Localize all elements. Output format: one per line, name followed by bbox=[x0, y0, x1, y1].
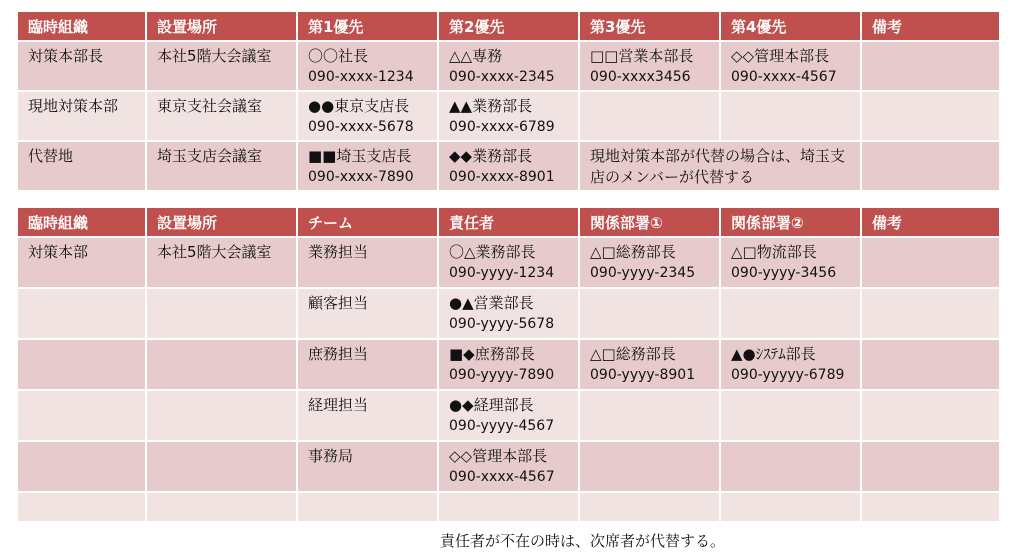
table-cell: 経理担当 bbox=[298, 391, 437, 440]
contact-name: ●▲営業部長 bbox=[449, 294, 534, 312]
column-header: 設置場所 bbox=[147, 12, 296, 40]
contact-name: ◆◆業務部長 bbox=[449, 147, 533, 165]
table-cell: 代替地 bbox=[18, 142, 145, 190]
table-cell bbox=[580, 238, 719, 287]
contact-name: 〇〇社長 bbox=[308, 47, 369, 65]
table-cell bbox=[298, 42, 437, 90]
table-row bbox=[18, 391, 999, 440]
contact-name: △□物流部長 bbox=[731, 243, 817, 261]
contact-name: ◇◇管理本部長 bbox=[449, 447, 548, 465]
table-cell: 業務担当 bbox=[298, 238, 437, 287]
table-cell bbox=[580, 42, 719, 90]
table-cell bbox=[298, 493, 437, 521]
table-cell bbox=[580, 442, 719, 491]
table-cell: 本社5階大会議室 bbox=[147, 42, 296, 90]
table-cell bbox=[439, 493, 578, 521]
table-cell bbox=[298, 92, 437, 140]
header-row bbox=[18, 208, 999, 236]
contact-phone: 090-yyyy-1234 bbox=[449, 265, 555, 281]
table-cell bbox=[721, 238, 860, 287]
table-cell bbox=[439, 391, 578, 440]
table-cell bbox=[580, 92, 719, 140]
table-cell bbox=[580, 340, 719, 389]
column-header: 臨時組織 bbox=[18, 12, 145, 40]
table-cell bbox=[862, 493, 999, 521]
priority-table bbox=[16, 10, 1001, 192]
remark-text: 現地対策本部が代替の場合は、埼玉支店のメンバーが代替する bbox=[590, 147, 846, 186]
table-cell bbox=[147, 289, 296, 338]
table-row bbox=[18, 42, 999, 90]
contact-name: 〇△業務部長 bbox=[449, 243, 536, 261]
contact-name: ▲▲業務部長 bbox=[449, 97, 533, 115]
table-cell: 対策本部長 bbox=[18, 42, 145, 90]
contact-phone: 090-xxxx-2345 bbox=[449, 69, 555, 85]
table-cell bbox=[580, 391, 719, 440]
column-header: 第2優先 bbox=[439, 12, 578, 40]
column-header: 第1優先 bbox=[298, 12, 437, 40]
contact-phone: 090-xxxx-8901 bbox=[449, 169, 555, 185]
table-cell bbox=[721, 493, 860, 521]
table-cell bbox=[439, 238, 578, 287]
table-cell: 現地対策本部 bbox=[18, 92, 145, 140]
table-cell bbox=[147, 391, 296, 440]
table-cell bbox=[147, 493, 296, 521]
table-cell bbox=[18, 289, 145, 338]
footnote: 責任者が不在の時は、次席者が代替する。 bbox=[440, 532, 726, 550]
table-cell bbox=[147, 340, 296, 389]
table-cell bbox=[580, 493, 719, 521]
column-header: 関係部署① bbox=[580, 208, 719, 236]
table-cell bbox=[439, 442, 578, 491]
table-cell bbox=[862, 142, 999, 190]
contact-phone: 090-xxxx-6789 bbox=[449, 119, 555, 135]
table-cell bbox=[721, 289, 860, 338]
table-cell bbox=[862, 289, 999, 338]
table-cell bbox=[439, 142, 578, 190]
table-row bbox=[18, 442, 999, 491]
table-row bbox=[18, 289, 999, 338]
table-cell: 対策本部 bbox=[18, 238, 145, 287]
table-cell bbox=[439, 92, 578, 140]
table-cell bbox=[18, 493, 145, 521]
contact-phone: 090-xxxx-4567 bbox=[731, 69, 837, 85]
table-cell bbox=[862, 391, 999, 440]
table-cell bbox=[147, 442, 296, 491]
contact-phone: 090-xxxx-4567 bbox=[449, 469, 555, 485]
contact-phone: 090-xxxx3456 bbox=[590, 69, 691, 85]
contact-phone: 090-yyyyy-6789 bbox=[731, 367, 845, 383]
table-cell: 事務局 bbox=[298, 442, 437, 491]
contact-phone: 090-xxxx-1234 bbox=[308, 69, 414, 85]
contact-phone: 090-yyyy-4567 bbox=[449, 418, 555, 434]
table-row bbox=[18, 92, 999, 140]
table-cell bbox=[721, 92, 860, 140]
table-row bbox=[18, 493, 999, 521]
table-cell bbox=[721, 391, 860, 440]
table-cell: 東京支社会議室 bbox=[147, 92, 296, 140]
table-cell bbox=[862, 442, 999, 491]
contact-name: ■■埼玉支店長 bbox=[308, 147, 412, 165]
table-cell bbox=[298, 142, 437, 190]
contact-name: ▲●ｼｽﾃﾑ部長 bbox=[731, 345, 816, 363]
table-cell: 庶務担当 bbox=[298, 340, 437, 389]
team-table bbox=[16, 206, 1001, 523]
contact-name: □□営業本部長 bbox=[590, 47, 694, 65]
contact-name: △□総務部長 bbox=[590, 345, 676, 363]
table-cell: 本社5階大会議室 bbox=[147, 238, 296, 287]
table-cell bbox=[721, 442, 860, 491]
table-cell bbox=[439, 42, 578, 90]
column-header: 関係部署② bbox=[721, 208, 860, 236]
header-row bbox=[18, 12, 999, 40]
contact-name: ●●東京支店長 bbox=[308, 97, 410, 115]
contact-name: △□総務部長 bbox=[590, 243, 676, 261]
column-header: 備考 bbox=[862, 12, 999, 40]
table-row bbox=[18, 340, 999, 389]
table-cell bbox=[439, 340, 578, 389]
column-header: 臨時組織 bbox=[18, 208, 145, 236]
contact-name: ●◆経理部長 bbox=[449, 396, 534, 414]
table-cell bbox=[18, 391, 145, 440]
column-header: 第4優先 bbox=[721, 12, 860, 40]
table-cell bbox=[862, 42, 999, 90]
table-cell bbox=[580, 142, 860, 190]
contact-phone: 090-xxxx-5678 bbox=[308, 119, 414, 135]
table-cell bbox=[862, 92, 999, 140]
column-header: 設置場所 bbox=[147, 208, 296, 236]
table-cell bbox=[862, 340, 999, 389]
contact-phone: 090-yyyy-3456 bbox=[731, 265, 837, 281]
table-cell bbox=[862, 238, 999, 287]
table-cell: 埼玉支店会議室 bbox=[147, 142, 296, 190]
contact-phone: 090-yyyy-2345 bbox=[590, 265, 696, 281]
table-row bbox=[18, 238, 999, 287]
contact-phone: 090-yyyy-8901 bbox=[590, 367, 696, 383]
contact-name: ◇◇管理本部長 bbox=[731, 47, 830, 65]
table-cell: 顧客担当 bbox=[298, 289, 437, 338]
column-header: 責任者 bbox=[439, 208, 578, 236]
table-cell bbox=[439, 289, 578, 338]
contact-name: ■◆庶務部長 bbox=[449, 345, 535, 363]
table-cell bbox=[18, 442, 145, 491]
table-cell bbox=[721, 42, 860, 90]
table-cell bbox=[721, 340, 860, 389]
contact-phone: 090-yyyy-5678 bbox=[449, 316, 555, 332]
table-cell bbox=[18, 340, 145, 389]
column-header: 第3優先 bbox=[580, 12, 719, 40]
contact-phone: 090-xxxx-7890 bbox=[308, 169, 414, 185]
table-cell bbox=[580, 289, 719, 338]
contact-name: △△専務 bbox=[449, 47, 503, 65]
contact-phone: 090-yyyy-7890 bbox=[449, 367, 555, 383]
column-header: 備考 bbox=[862, 208, 999, 236]
table-row bbox=[18, 142, 999, 190]
column-header: チーム bbox=[298, 208, 437, 236]
